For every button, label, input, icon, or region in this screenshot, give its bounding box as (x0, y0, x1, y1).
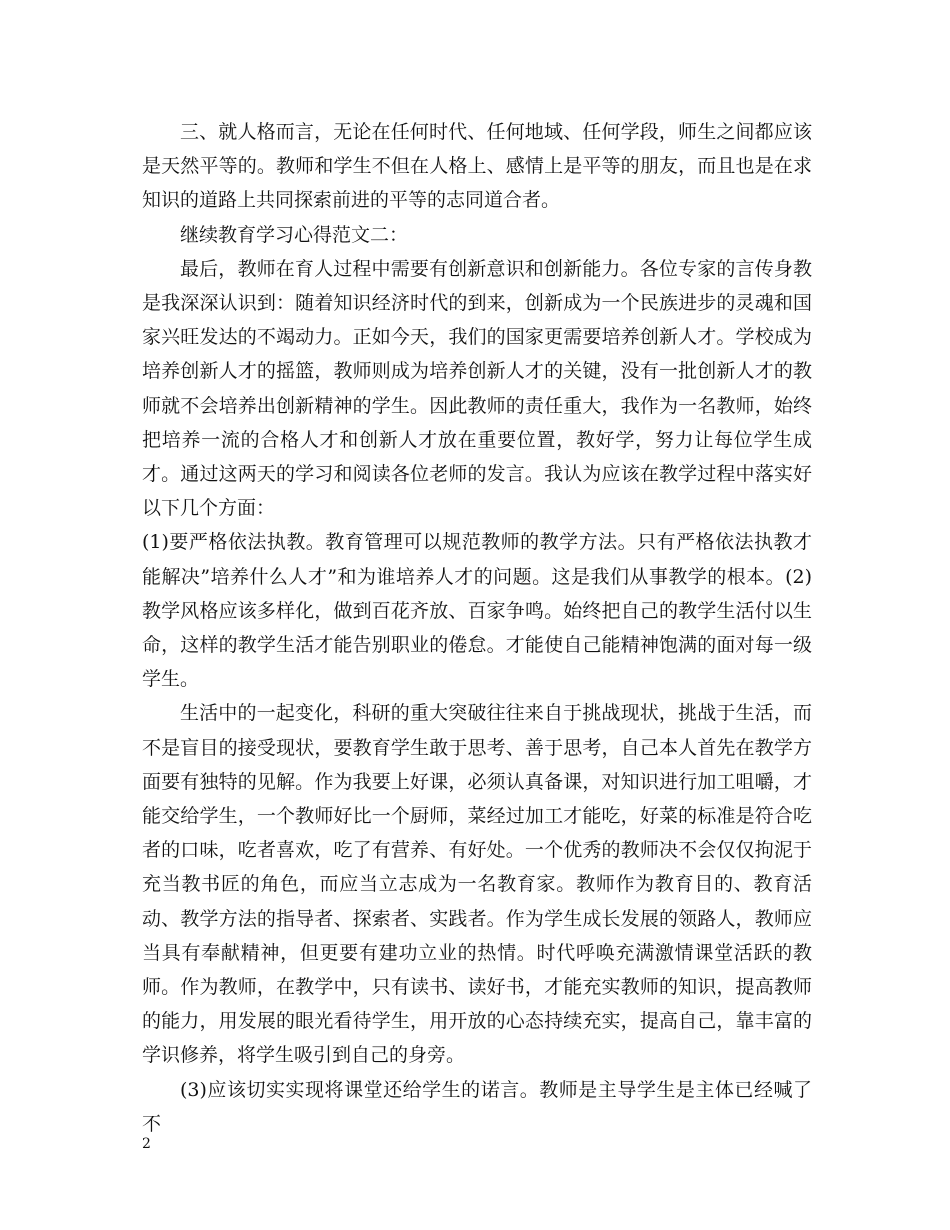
page-number: 2 (142, 1136, 151, 1152)
paragraph-equality: 三、就人格而言，无论在任何时代、任何地域、任何学段，师生之间都应该是天然平等的。教师和学生不但在人格上、感情上是平等的朋友，而且也是在求知识的道路上共同探索前进的平等的志同道合者。 (142, 121, 812, 212)
document-body (142, 115, 812, 1141)
paragraph-teaching-law: (1)要严格依法执教。教育管理可以规范教师的教学方法。只有严格依法执教才能解决”培养什么人才”和为谁培养人才的问题。这是我们从事教学的根本。(2)教学风格应该多样化，做到百花齐放、百家争鸣。始终把自己的教学生活付以生命，这样的教学生活才能告别职业的倦怠。才能使自己能精神饱满的面对每一级学生。 (142, 531, 812, 691)
section-heading: 继续教育学习心得范文二： (180, 223, 409, 246)
paragraph-classroom: (3)应该切实实现将课堂还给学生的诺言。教师是主导学生是主体已经喊了不 (142, 1078, 812, 1135)
paragraph-innovation: 最后，教师在育人过程中需要有创新意识和创新能力。各位专家的言传身教是我深深认识到：随着知识经济时代的到来，创新成为一个民族进步的灵魂和国家兴旺发达的不竭动力。正如今天，我们的国家更需要培养创新人才。学校成为培养创新人才的摇篮，教师则成为培养创新人才的关键，没有一批创新人才的教师就不会培养出创新精神的学生。因此教师的责任重大，我作为一名教师，始终把培养一流的合格人才和创新人才放在重要位置，教好学，努力让每位学生成才。通过这两天的学习和阅读各位老师的发言。我认为应该在教学过程中落实好以下几个方面： (142, 257, 812, 520)
paragraph-challenge: 生活中的一起变化，科研的重大突破往往来自于挑战现状，挑战于生活，而不是盲目的接受现状，要教育学生敢于思考、善于思考，自己本人首先在教学方面要有独特的见解。作为我要上好课，必须认真备课，对知识进行加工咀嚼，才能交给学生，一个教师好比一个厨师，菜经过加工才能吃，好菜的标准是符合吃者的口味，吃者喜欢，吃了有营养、有好处。一个优秀的教师决不会仅仅拘泥于充当教书匠的角色，而应当立志成为一名教育家。教师作为教育目的、教育活动、教学方法的指导者、探索者、实践者。作为学生成长发展的领路人，教师应当具有奉献精神，但更要有建功立业的热情。时代呼唤充满激情课堂活跃的教师。作为教师，在教学中，只有读书、读好书，才能充实教师的知识，提高教师的能力，用发展的眼光看待学生，用开放的心态持续充实，提高自己，靠丰富的学识修养，将学生吸引到自己的身旁。 (142, 702, 812, 1067)
